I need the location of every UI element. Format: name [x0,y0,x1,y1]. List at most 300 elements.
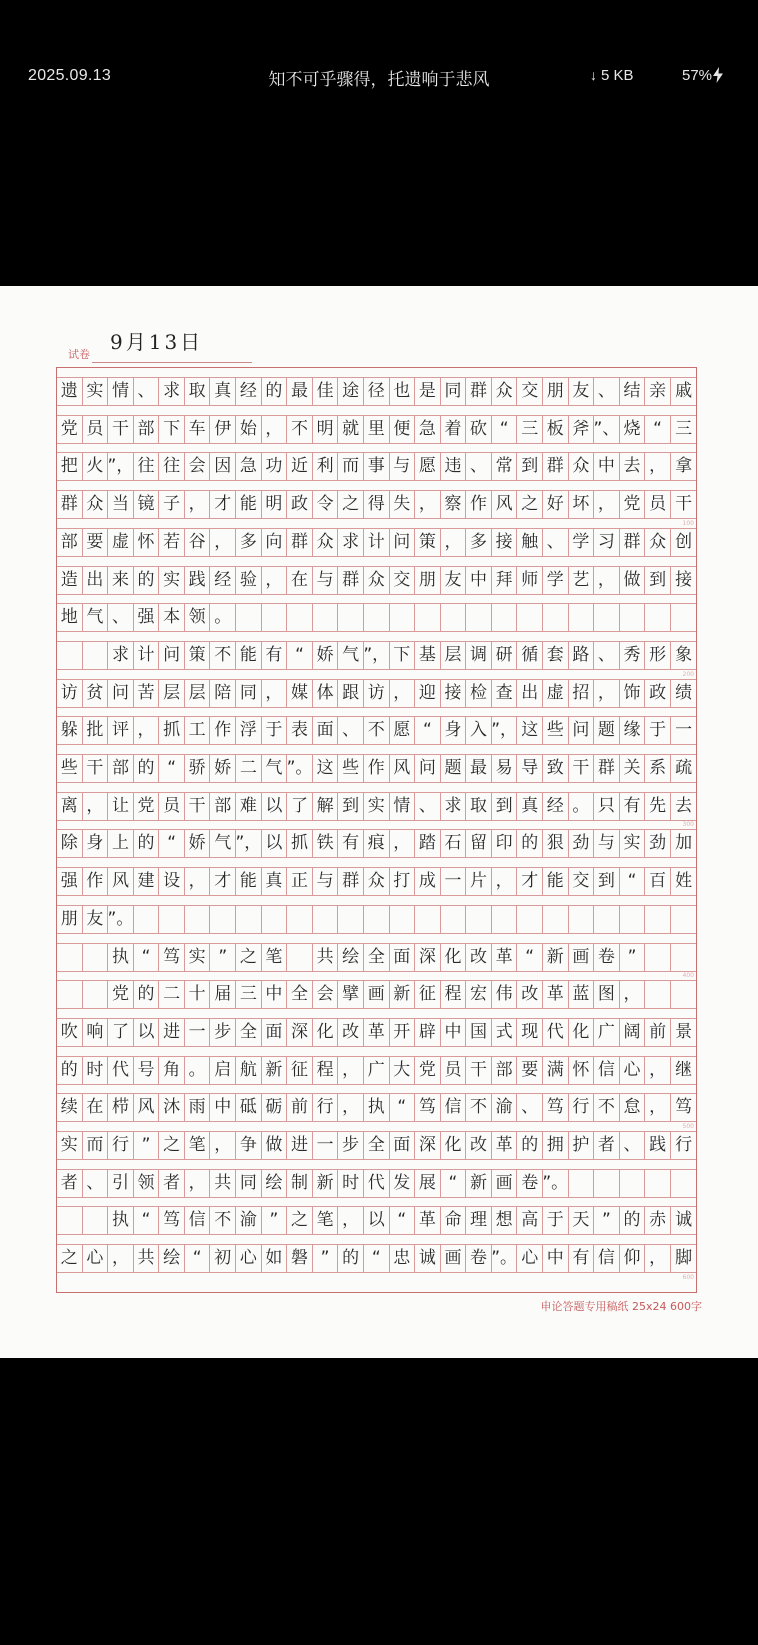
grid-cell: 急 [236,453,262,480]
network-speed: 5 KB [601,67,634,84]
grid-cell: 入 [466,717,492,744]
grid-cell: 强 [57,868,83,895]
grid-cell: 循 [517,642,543,669]
grid-cell: 到 [594,868,620,895]
grid-cell: 砍 [466,416,492,443]
grid-cell: 新 [543,944,569,971]
grid-cell: 学 [569,529,595,556]
grid-cell: 中 [210,1094,236,1121]
grid-cell: 笃 [543,1094,569,1121]
grid-cell: ， [645,1245,671,1272]
grid-cell: 化 [441,1132,467,1159]
grid-cell: 怠 [620,1094,646,1121]
grid-cell: 一 [313,1132,339,1159]
sheet-date: 9月13日 [110,330,204,354]
grid-cell [645,981,671,1008]
grid-cell: 友 [569,378,595,405]
grid-cell: 伊 [210,416,236,443]
grid-cell: 查 [492,680,518,707]
grid-cell: 娇 [210,755,236,782]
grid-cell: ， [83,793,109,820]
grid-cell: 前 [287,1094,313,1121]
grid-cell: 雨 [185,1094,211,1121]
row-counter: 100 [682,519,694,527]
grid-cell: 去 [675,795,693,816]
grid-cell: 实 [159,567,185,594]
grid-cell: ， [210,529,236,556]
grid-cell: 的 [620,1207,646,1234]
grid-cell: 到 [338,793,364,820]
grid-cell: 做 [262,1132,288,1159]
grid-cell [466,604,492,631]
grid-cell: “ [159,830,185,857]
grid-cell: 、 [620,1132,646,1159]
grid-cell: 革 [543,981,569,1008]
grid-cell: 执 [108,1207,134,1234]
grid-cell: 绩 [675,682,693,703]
grid-cell: 全 [364,1132,390,1159]
grid-cell: 脚 [675,1248,693,1269]
grid-cell: 笃 [159,944,185,971]
grid-row [57,1244,696,1273]
grid-cell: 事 [364,453,390,480]
grid-cell: 众 [83,491,109,518]
grid-cell: 结 [620,378,646,405]
grid-row [57,415,696,444]
grid-cell: “ [287,642,313,669]
grid-cell: 卷 [594,944,620,971]
grid-row [57,943,696,972]
grid-cell: 真 [262,868,288,895]
grid-cell: 面 [390,1132,416,1159]
grid-cell: 征 [415,981,441,1008]
grid-cell: ， [620,981,646,1008]
grid-cell: “ [364,1245,390,1272]
grid-cell: 同 [236,680,262,707]
grid-cell: 风 [134,1094,160,1121]
grid-cell: 违 [441,453,467,480]
grid-cell: 众 [645,529,671,556]
grid-cell: 本 [159,604,185,631]
grid-cell [492,604,518,631]
grid-cell: 佳 [313,378,339,405]
grid-cell: 系 [645,755,671,782]
grid-row [57,1056,696,1085]
grid-cell: 伟 [492,981,518,1008]
grid-cell: 致 [543,755,569,782]
grid-cell: 秀 [620,642,646,669]
grid-cell: ”， [364,642,390,669]
grid-cell: 有 [569,1245,595,1272]
grid-cell: 前 [645,1019,671,1046]
grid-cell: 员 [159,793,185,820]
grid-cell: 铁 [313,830,339,857]
grid-cell: ， [645,1094,671,1121]
battery-indicator [682,67,723,84]
grid-cell: 拿 [675,456,693,477]
grid-cell: 化 [441,944,467,971]
grid-cell: 之 [57,1245,83,1272]
grid-cell: 套 [543,642,569,669]
grid-cell: 策 [185,642,211,669]
grid-cell: 部 [108,755,134,782]
grid-cell: 、 [543,529,569,556]
grid-cell: 利 [313,453,339,480]
download-arrow-icon: ↓ [590,67,597,83]
grid-cell: ， [390,680,416,707]
grid-cell: ” [262,1207,288,1234]
grid-cell: 地 [57,604,83,631]
grid-cell: 实 [364,793,390,820]
grid-cell: 跟 [338,680,364,707]
row-counter: 200 [682,670,694,678]
grid-cell: 求 [441,793,467,820]
grid-cell: “ [441,1170,467,1197]
grid-cell: 火 [83,453,109,480]
grid-cell [313,604,339,631]
grid-cell: ， [185,491,211,518]
grid-cell: 先 [645,793,671,820]
grid-cell: 宏 [466,981,492,1008]
grid-cell: 了 [287,793,313,820]
grid-cell: 浮 [236,717,262,744]
grid-cell: 忠 [390,1245,416,1272]
grid-cell: ， [645,453,671,480]
grid-cell: 些 [543,717,569,744]
grid-cell: 航 [236,1057,262,1084]
grid-cell: 磐 [287,1245,313,1272]
grid-row [57,716,696,745]
grid-cell: 设 [159,868,185,895]
grid-cell: 式 [492,1019,518,1046]
grid-cell: 问 [108,680,134,707]
grid-cell: 员 [83,416,109,443]
grid-row [57,792,696,821]
grid-cell: 疏 [675,758,693,778]
grid-cell: 狠 [543,830,569,857]
grid-cell: 继 [675,1059,693,1080]
grid-cell: “ [185,1245,211,1272]
grid-cell: 谷 [185,529,211,556]
grid-cell: ， [390,830,416,857]
grid-cell: 近 [287,453,313,480]
grid-cell: “ [390,1207,416,1234]
grid-cell: 以 [134,1019,160,1046]
grid-row [57,452,696,481]
grid-cell: ， [338,1094,364,1121]
grid-cell [441,604,467,631]
grid-cell: 群 [466,378,492,405]
grid-cell: 求 [108,642,134,669]
grid-cell: ”。 [108,906,134,933]
grid-cell: 之 [236,944,262,971]
grid-cell: 如 [262,1245,288,1272]
grid-cell: 争 [236,1132,262,1159]
grid-cell: 者 [57,1170,83,1197]
grid-cell: 群 [287,529,313,556]
grid-cell: 迎 [415,680,441,707]
grid-cell: 众 [364,868,390,895]
grid-cell: 辟 [415,1019,441,1046]
grid-cell: 而 [338,453,364,480]
grid-cell: 党 [620,491,646,518]
grid-cell: 劲 [569,830,595,857]
grid-cell: 虚 [108,529,134,556]
grid-cell: 绘 [338,944,364,971]
grid-cell: 砺 [262,1094,288,1121]
grid-cell: 新 [390,981,416,1008]
grid-cell: 调 [466,642,492,669]
grid-cell: 十 [185,981,211,1008]
grid-cell [569,604,595,631]
grid-cell: 朋 [57,906,83,933]
grid-cell: 才 [210,491,236,518]
grid-cell: 题 [441,755,467,782]
grid-cell: 满 [543,1057,569,1084]
grid-cell: 了 [108,1019,134,1046]
grid-cell: “ [390,1094,416,1121]
grid-cell: 象 [675,644,693,665]
grid-cell: 痕 [364,830,390,857]
grid-cell: 时 [338,1170,364,1197]
grid-cell [492,906,518,933]
grid-cell: 景 [675,1021,693,1042]
grid-cell: 交 [390,567,416,594]
grid-cell: 戚 [675,381,693,401]
grid-cell: 者 [159,1170,185,1197]
grid-cell: 引 [108,1170,134,1197]
grid-cell: 中 [466,567,492,594]
grid-cell: 怀 [134,529,160,556]
grid-cell: 情 [108,378,134,405]
grid-cell: 面 [390,944,416,971]
grid-cell [83,981,109,1008]
grid-row [57,1018,696,1047]
grid-cell: 在 [287,567,313,594]
grid-cell: 访 [57,680,83,707]
grid-cell [620,1170,646,1197]
grid-cell: 改 [466,944,492,971]
grid-row [57,1169,696,1198]
grid-cell [287,944,313,971]
grid-cell: ， [594,491,620,518]
grid-cell: 、 [594,642,620,669]
row-counter: 500 [682,1123,694,1130]
grid-cell: 而 [83,1132,109,1159]
grid-cell: 不 [287,416,313,443]
grid-cell: 之 [287,1207,313,1234]
grid-cell: 领 [134,1170,160,1197]
grid-cell: 抓 [159,717,185,744]
grid-cell: 印 [492,830,518,857]
grid-cell: ， [210,1132,236,1159]
grid-cell: 渝 [492,1094,518,1121]
grid-cell: 百 [645,868,671,895]
grid-cell: 想 [492,1207,518,1234]
grid-cell: “ [620,868,646,895]
grid-cell: 实 [83,378,109,405]
grid-cell: 虚 [543,680,569,707]
grid-cell: 往 [159,453,185,480]
grid-cell: ， [262,416,288,443]
grid-cell: ”、 [594,416,620,443]
grid-cell: 群 [338,567,364,594]
grid-cell: “ [517,944,543,971]
grid-cell: 取 [466,793,492,820]
grid-cell: 步 [338,1132,364,1159]
grid-cell: ， [441,529,467,556]
grid-cell: 愿 [390,717,416,744]
grid-cell: ”， [108,453,134,480]
grid-cell: 中 [441,1019,467,1046]
grid-cell: 难 [236,793,262,820]
grid-cell: 以 [364,1207,390,1234]
grid-cell: 上 [108,830,134,857]
status-bar [0,58,758,98]
grid-cell: 于 [543,1207,569,1234]
grid-cell: 基 [415,642,441,669]
grid-cell: 部 [210,793,236,820]
grid-cell: 启 [210,1057,236,1084]
grid-cell: 接 [675,569,693,590]
grid-cell [543,906,569,933]
grid-cell: 改 [517,981,543,1008]
grid-cell: 风 [390,755,416,782]
grid-cell: 征 [287,1057,313,1084]
grid-cell: 问 [569,717,595,744]
grid-cell: “ [134,944,160,971]
grid-cell [338,604,364,631]
grid-cell: 遗 [57,378,83,405]
grid-cell: 有 [620,793,646,820]
grid-cell: 展 [415,1170,441,1197]
grid-cell: 中 [594,453,620,480]
grid-cell: 践 [645,1132,671,1159]
grid-cell: 导 [517,755,543,782]
grid-cell: 之 [517,491,543,518]
grid-cell: 会 [185,453,211,480]
grid-cell: 好 [543,491,569,518]
grid-cell: 得 [364,491,390,518]
grid-cell: 创 [675,531,693,552]
grid-cell: 亲 [645,378,671,405]
grid-cell: 策 [415,529,441,556]
grid-cell: 三 [517,416,543,443]
grid-cell [390,906,416,933]
grid-cell: 解 [313,793,339,820]
grid-cell: 作 [466,491,492,518]
grid-cell: 角 [159,1057,185,1084]
grid-cell: 些 [57,755,83,782]
grid-cell: 、 [83,1170,109,1197]
grid-cell: 响 [83,1019,109,1046]
grid-cell: 砥 [236,1094,262,1121]
grid-cell: 也 [390,378,416,405]
grid-cell: 同 [441,378,467,405]
grid-cell: 批 [83,717,109,744]
grid-cell: 不 [210,1207,236,1234]
grid-cell: 面 [313,717,339,744]
grid-cell: 一 [441,868,467,895]
grid-cell: 部 [57,529,83,556]
grid-cell: 石 [441,830,467,857]
grid-cell: 诚 [675,1210,693,1231]
grid-cell: 检 [466,680,492,707]
grid-cell: 心 [620,1057,646,1084]
grid-cell: 中 [543,1245,569,1272]
grid-cell: “ [492,416,518,443]
grid-cell: 心 [83,1245,109,1272]
grid-cell [466,906,492,933]
grid-cell: 革 [415,1207,441,1234]
grid-cell: ， [262,567,288,594]
grid-cell: 画 [364,981,390,1008]
grid-cell: 深 [415,1132,441,1159]
grid-cell: 实 [185,944,211,971]
grid-cell: 当 [108,491,134,518]
grid-cell [364,906,390,933]
grid-cell: 去 [620,453,646,480]
grid-cell: ， [645,1057,671,1084]
grid-cell [57,1207,83,1234]
grid-cell: 行 [569,1094,595,1121]
grid-cell [364,604,390,631]
grid-cell: 着 [441,416,467,443]
grid-cell: 留 [466,830,492,857]
grid-row [57,754,696,783]
grid-cell [517,906,543,933]
grid-cell: ” [313,1245,339,1272]
grid-cell: 与 [390,453,416,480]
grid-cell: 新 [466,1170,492,1197]
grid-cell: 气 [338,642,364,669]
grid-cell: 贫 [83,680,109,707]
grid-cell: 功 [262,453,288,480]
grid-cell: 新 [262,1057,288,1084]
grid-cell: 苦 [134,680,160,707]
grid-cell: 笃 [159,1207,185,1234]
grid-cell: ” [620,944,646,971]
grid-cell: 革 [492,1132,518,1159]
grid-cell: 步 [210,1019,236,1046]
grid-cell: 验 [236,567,262,594]
grid-cell: 现 [517,1019,543,1046]
grid-cell: 取 [185,378,211,405]
grid-cell: 触 [517,529,543,556]
grid-cell: 共 [210,1170,236,1197]
grid-row [57,1206,696,1235]
grid-cell: 众 [364,567,390,594]
grid-cell: 之 [338,491,364,518]
grid-cell: 理 [466,1207,492,1234]
grid-cell: 要 [517,1057,543,1084]
grid-cell: 片 [466,868,492,895]
grid-cell: 党 [57,416,83,443]
grid-cell: 画 [441,1245,467,1272]
grid-cell: 进 [159,1019,185,1046]
grid-cell: 烧 [620,416,646,443]
grid-cell: 作 [210,717,236,744]
grid-cell: 令 [313,491,339,518]
grid-cell: 仰 [620,1245,646,1272]
grid-cell [57,642,83,669]
grid-cell: 、 [134,378,160,405]
grid-cell: 蓝 [569,981,595,1008]
grid-row [57,490,696,519]
grid-cell: 身 [441,717,467,744]
grid-cell: 接 [492,529,518,556]
grid-cell: 卷 [466,1245,492,1272]
